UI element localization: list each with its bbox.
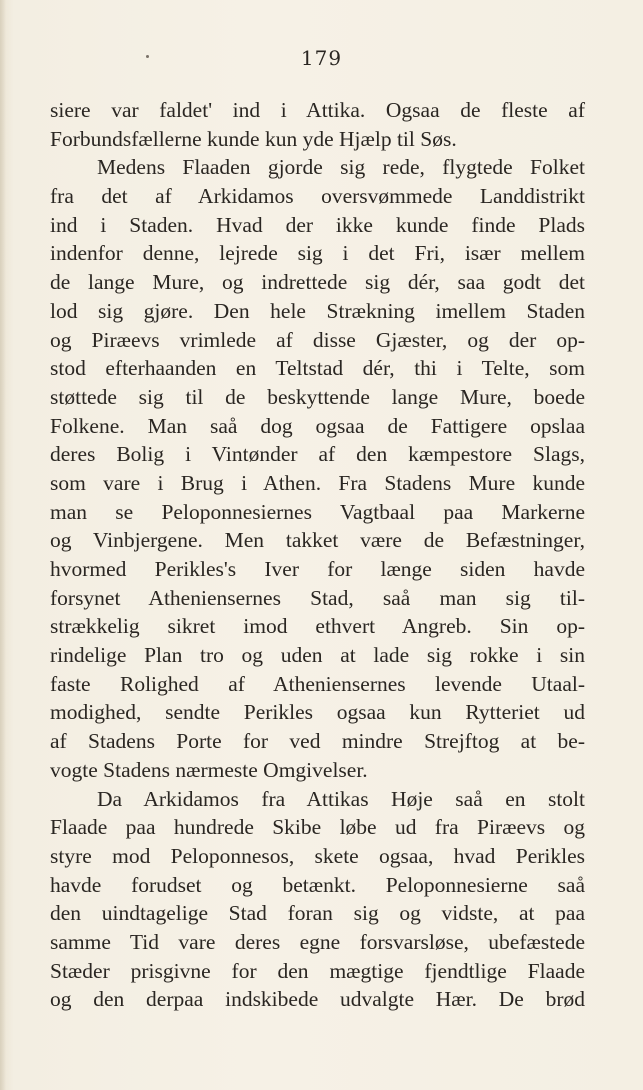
text-line: faste Rolighed af Atheniensernes levende Utaal- [50,671,585,696]
text-line: havde forudset og betænkt. Peloponnesierne saå [50,872,585,897]
text-line: vogte Stadens nærmeste Omgivelser. [50,757,368,782]
body-text [50,96,585,1014]
text-line: støttede sig til de beskyttende lange Mure, boede [50,384,585,409]
text-line: fra det af Arkidamos oversvømmede Landdistrikt [50,184,585,209]
text-line: af Stadens Porte for ved mindre Strejftog at be- [50,729,585,754]
page-gutter-shadow [0,0,6,1090]
text-line: lod sig gjøre. Den hele Strækning imellem Staden [50,298,585,323]
text-line: strækkelig sikret imod ethvert Angreb. Sin op- [50,614,585,639]
text-line: den uindtagelige Stad foran sig og vidste, at paa [50,901,585,926]
text-line: og Vinbjergene. Men takket være de Befæstninger, [50,528,585,553]
text-line: modighed, sendte Perikles ogsaa kun Rytteriet ud [50,700,585,725]
text-line: hvormed Perikles's Iver for længe siden havde [50,557,585,581]
text-line: og den derpaa indskibede udvalgte Hær. De brød [50,987,585,1012]
text-line: indenfor denne, lejrede sig i det Fri, især mellem [50,241,585,266]
text-line: ind i Staden. Hvad der ikke kunde finde Plads [50,212,585,237]
text-line: Flaade paa hundrede Skibe løbe ud fra Piræevs og [50,815,585,840]
text-line: Forbundsfællerne kunde kun yde Hjælp til Søs. [50,126,457,151]
text-line: Medens Flaaden gjorde sig rede, flygtede Folket [97,155,585,180]
text-line: de lange Mure, og indrettede sig dér, saa godt det [50,270,585,295]
text-line: som vare i Brug i Athen. Fra Stadens Mure kunde [50,470,585,495]
text-line: Folkene. Man saå dog ogsaa de Fattigere opslaa [50,413,585,438]
text-line: stod efterhaanden en Teltstad dér, thi i Telte, som [50,356,585,381]
text-line: rindelige Plan tro og uden at lade sig rokke i sin [50,643,585,668]
text-line: Stæder prisgivne for den mægtige fjendtlige Flaade [50,958,585,983]
text-line: og Piræevs vrimlede af disse Gjæster, og der op- [50,327,585,352]
text-line: deres Bolig i Vintønder af den kæmpestore Slags, [50,442,585,467]
page-number: 179 [300,46,343,70]
text-line: forsynet Atheniensernes Stad, saå man sig til- [50,585,585,610]
text-line: styre mod Peloponnesos, skete ogsaa, hvad Perikles [50,843,585,868]
text-line: man se Peloponnesiernes Vagtbaal paa Markerne [50,499,585,524]
text-line: siere var faldet' ind i Attika. Ogsaa de fleste af [50,98,585,122]
text-line: Da Arkidamos fra Attikas Høje saå en stolt [97,786,585,811]
text-line: samme Tid vare deres egne forsvarsløse, ubefæstede [50,929,585,954]
